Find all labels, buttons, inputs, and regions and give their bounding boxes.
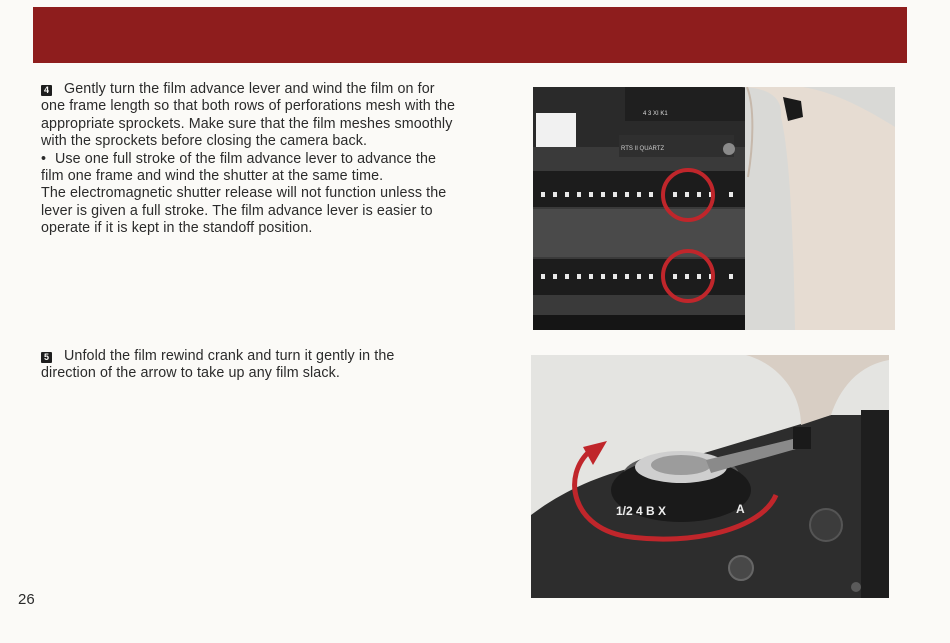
- camera-model-label: RTS II QUARTZ: [621, 146, 665, 152]
- step-5-marker: 5: [41, 352, 52, 363]
- rewind-crank-photo: [531, 355, 889, 598]
- mode-label: A: [736, 502, 745, 516]
- step-5-text: [41, 348, 511, 383]
- film-loading-photo: [533, 87, 895, 330]
- step-4-line-3: appropriate sprockets. Make sure that the film meshes smoothly: [41, 115, 453, 132]
- step-4-marker: 4: [41, 85, 52, 96]
- shutter-dial-label: 1/2 4 B X: [616, 504, 667, 518]
- step-5-line-1: [41, 348, 511, 365]
- page-number: 26: [18, 591, 35, 608]
- bullet-line-2: film one frame and wind the shutter at the same time.: [41, 168, 384, 185]
- bullet-line-1: [41, 151, 511, 168]
- bullet-icon: •: [41, 150, 47, 167]
- step-4-text: [41, 81, 511, 238]
- header-bar: [33, 7, 907, 63]
- bullet-line-1-text: Use one full stroke of the film advance lever to advance the: [55, 150, 437, 167]
- note-line-2: lever is given a full stroke. The film advance lever is easier to: [41, 202, 433, 219]
- step-5-line-2: direction of the arrow to take up any film slack.: [41, 365, 340, 382]
- frame-counter-label: 4 3 XI K1: [643, 111, 668, 117]
- step-4-line-1-text: Gently turn the film advance lever and wind the film on for: [64, 81, 435, 97]
- note-line-3: operate if it is kept in the standoff position.: [41, 220, 313, 237]
- step-5-line-1-text: Unfold the film rewind crank and turn it gently in the: [64, 348, 395, 364]
- step-4-line-2: one frame length so that both rows of perforations mesh with the: [41, 98, 456, 115]
- step-4-line-1: [41, 81, 511, 98]
- step-4-line-4: with the sprockets before closing the camera back.: [41, 133, 368, 150]
- note-line-1: The electromagnetic shutter release will not function unless the: [41, 185, 447, 202]
